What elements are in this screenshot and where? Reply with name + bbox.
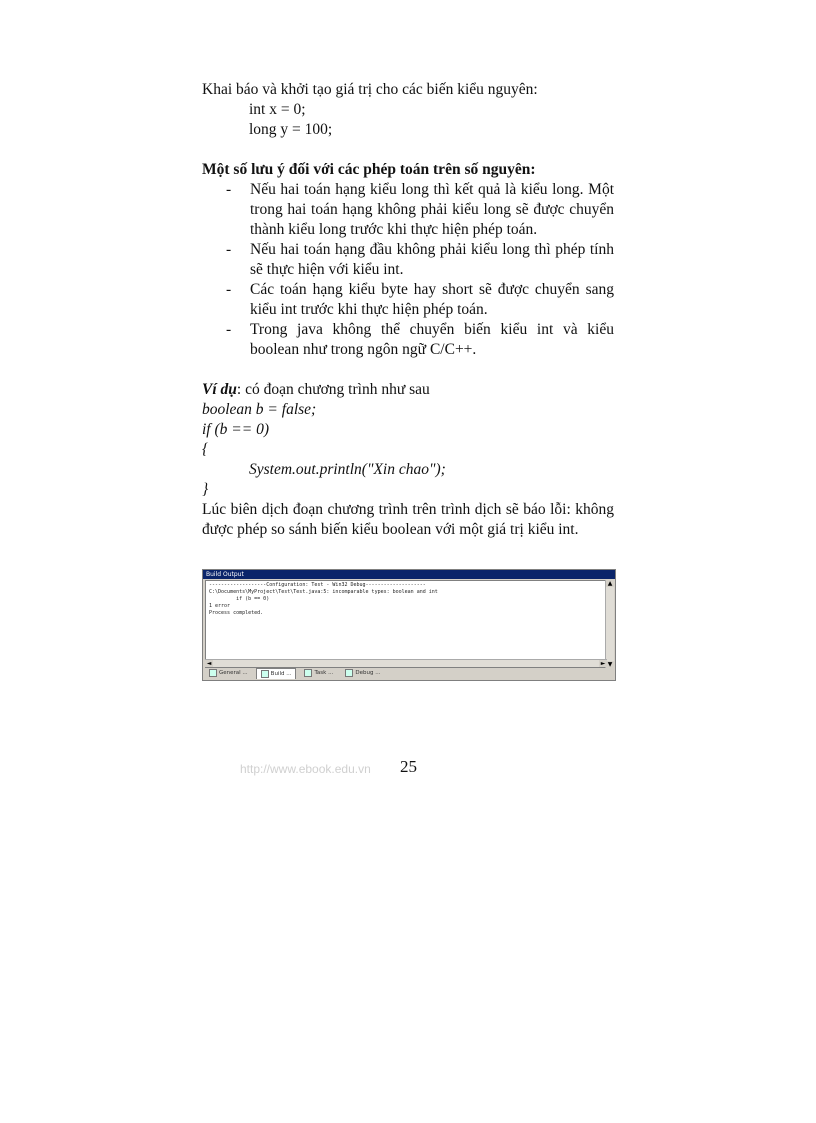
footer-url: http://www.ebook.edu.vn (240, 762, 371, 776)
scroll-right-icon[interactable]: ► (600, 660, 606, 667)
code-line-int: int x = 0; (249, 101, 306, 118)
notes-list (202, 180, 614, 360)
vertical-scrollbar[interactable] (605, 580, 614, 668)
output-line: 1 error (209, 603, 231, 609)
example-text: : có đoạn chương trình như sau (236, 381, 430, 398)
build-output-screenshot (202, 569, 616, 681)
debug-icon (345, 669, 353, 677)
example-code-brace: } (202, 481, 209, 498)
build-icon (261, 670, 269, 678)
example-intro (202, 380, 614, 400)
page-number: 25 (400, 757, 417, 776)
scroll-down-icon[interactable]: ▼ (607, 661, 613, 668)
note-item: - Trong java không thể chuyển biến kiểu int và kiểu boolean như trong ngôn ngữ C/C++. (226, 321, 614, 358)
tab-general[interactable]: General ... (205, 668, 252, 679)
note-item: - Các toán hạng kiểu byte hay short sẽ được chuyển sang kiểu int trước khi thực hiện phép toán. (226, 281, 614, 318)
scroll-up-icon[interactable]: ▲ (607, 580, 613, 587)
tab-build[interactable]: Build ... (256, 668, 297, 679)
note-item: - Nếu hai toán hạng kiểu long thì kết quả là kiểu long. Một trong hai toán hạng không phải kiểu long sẽ được chuyển thành kiểu long trước khi thực hiện phép toán. (226, 181, 614, 238)
conclusion-text: Lúc biên dịch đoạn chương trình trên trình dịch sẽ báo lỗi: không được phép so sánh biến kiểu boolean với một giá trị kiểu int. (202, 501, 614, 538)
intro-text: Khai báo và khởi tạo giá trị cho các biến kiểu nguyên: (202, 81, 538, 98)
task-icon (304, 669, 312, 677)
general-icon (209, 669, 217, 677)
output-line: if (b == 0) (209, 596, 270, 602)
tab-task[interactable]: Task ... (300, 668, 337, 679)
note-item: - Nếu hai toán hạng đầu không phải kiểu long thì phép tính sẽ thực hiện với kiểu int. (226, 241, 614, 278)
notes-heading: Một số lưu ý đối với các phép toán trên số nguyên: (202, 161, 536, 178)
output-line: -------------------Configuration: Test - Win32 Debug-------------------- (209, 582, 426, 588)
example-code-brace: { (202, 441, 209, 458)
example-code-line: boolean b = false; (202, 401, 317, 418)
example-code-line: if (b == 0) (202, 421, 269, 438)
output-line: Process completed. (209, 610, 264, 616)
output-line: C:\Documents\MyProject\Test\Test.java:5: incomparable types: boolean and int (209, 589, 438, 595)
page-content (202, 80, 614, 540)
example-code-line: System.out.println("Xin chao"); (249, 461, 446, 478)
horizontal-scrollbar[interactable] (205, 659, 607, 667)
page-footer (240, 757, 440, 781)
window-title: Build Output (203, 570, 615, 579)
output-pane (205, 580, 607, 668)
tab-debug[interactable]: Debug ... (341, 668, 384, 679)
code-line-long: long y = 100; (249, 121, 333, 138)
scroll-left-icon[interactable]: ◄ (206, 660, 212, 667)
output-tabs (205, 668, 613, 679)
example-label: Ví dụ (202, 381, 237, 398)
